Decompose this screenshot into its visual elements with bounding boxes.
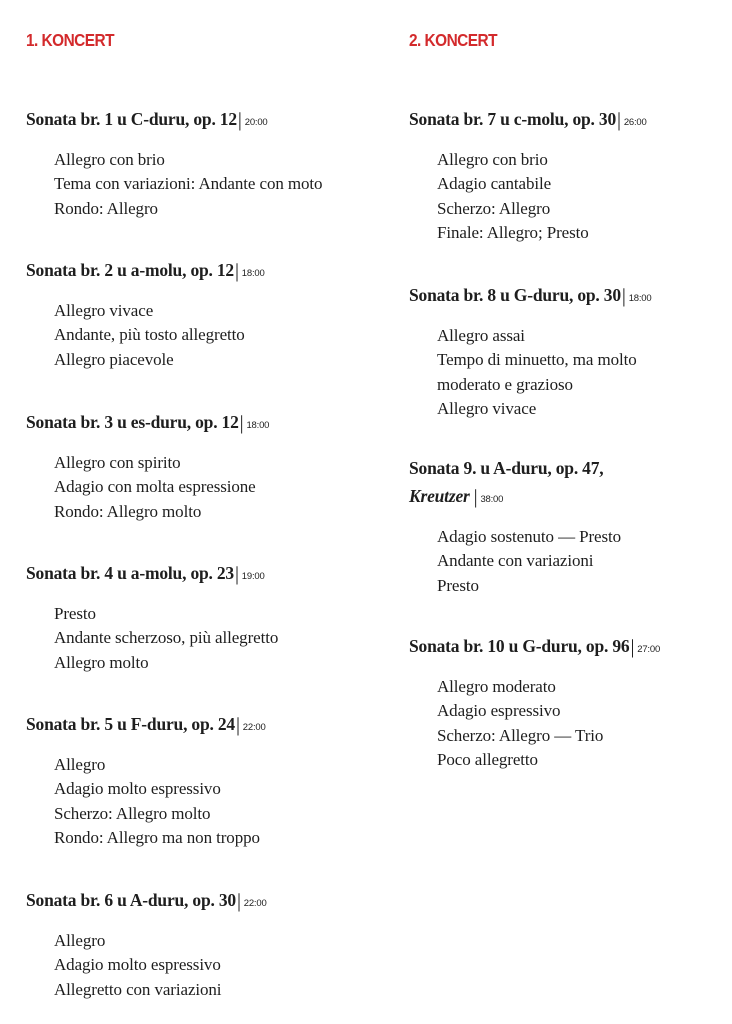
separator-bar: | [236,890,241,912]
duration-label: 18:00 [241,268,265,279]
concert-1-heading: 1. KONCERT [26,30,114,50]
movement-item: Poco allegretto [437,749,538,769]
duration-label: 38:00 [480,494,504,505]
movement-item: Andante con variazioni [437,551,594,571]
movement-item: Presto [437,575,479,595]
movement-list [26,148,371,221]
separator-bar: | [237,109,242,131]
movement-list [409,324,687,421]
movement-item: Adagio espressivo [437,701,561,721]
movement-item: Rondo: Allegro ma non troppo [54,827,260,847]
duration-label: 18:00 [246,420,270,431]
movement-list [26,451,371,524]
movement-item: Allegro piacevole [54,349,174,369]
movement-list [26,602,371,675]
sonata-subtitle: Kreutzer [409,486,470,506]
movement-item: Allegretto con variazioni [54,979,222,999]
separator-bar: | [621,285,626,307]
sonata-title-text: Sonata br. 2 u a-molu, op. 12 [26,260,234,280]
movement-item: Andante, più tosto allegretto [54,325,245,345]
sonata-7 [409,107,724,245]
duration-label: 20:00 [244,117,268,128]
sonata-title-text: Sonata br. 4 u a-molu, op. 23 [26,563,234,583]
movement-list [26,299,371,372]
duration-label: 22:00 [242,722,266,733]
separator-bar: | [630,636,635,658]
movement-item: Presto [54,604,96,623]
sonata-9-subtitle-line [409,484,724,512]
sonata-6 [26,888,371,1002]
movement-item: Allegro vivace [54,301,154,320]
sonata-8 [409,283,724,421]
movement-list [26,753,371,850]
sonata-title-text: Sonata br. 6 u A-duru, op. 30 [26,890,236,910]
movement-item: Adagio sostenuto — Presto [437,527,622,546]
sonata-title-text: Sonata br. 5 u F-duru, op. 24 [26,714,235,734]
movement-item: Tema con variazioni: Andante con moto [54,174,323,194]
movement-item: Allegro moderato [437,677,556,696]
sonata-4 [26,561,371,675]
movement-item: Rondo: Allegro [54,198,158,218]
movement-item: Adagio con molta espressione [54,477,256,497]
separator-bar: | [473,486,478,508]
sonata-title-text: Sonata 9. u A-duru, op. 47, [409,458,604,478]
sonata-4-title [26,561,371,589]
movement-item: Allegro assai [437,326,525,345]
movement-item: Andante scherzoso, più allegretto [54,628,279,648]
sonata-title-text: Sonata br. 7 u c-molu, op. 30 [409,109,616,129]
sonata-10-title [409,634,724,662]
movement-item: Allegro con spirito [54,453,181,472]
concert-2-heading: 2. KONCERT [409,30,497,50]
movement-list [409,675,724,772]
duration-label: 19:00 [241,571,265,582]
movement-item: Adagio molto espressivo [54,779,221,799]
separator-bar: | [234,563,239,585]
sonata-5 [26,712,371,850]
sonata-title-text: Sonata br. 3 u es-duru, op. 12 [26,412,239,432]
movement-item: Adagio molto espressivo [54,955,221,975]
movement-item: Allegro molto [54,652,149,672]
movement-item: Allegro con brio [437,150,548,169]
separator-bar: | [234,260,239,282]
movement-item: Rondo: Allegro molto [54,501,202,521]
movement-item: Scherzo: Allegro molto [54,803,211,823]
sonata-6-title [26,888,371,916]
sonata-9 [409,456,724,598]
sonata-1 [26,107,371,221]
sonata-3 [26,410,371,524]
separator-bar: | [235,714,240,736]
sonata-2-title [26,258,371,286]
sonata-8-title [409,283,724,311]
sonata-1-title [26,107,371,135]
duration-label: 18:00 [628,293,652,304]
movement-item: Finale: Allegro; Presto [437,222,589,242]
sonata-5-title [26,712,371,740]
duration-label: 26:00 [623,117,647,128]
movement-item: Adagio cantabile [437,174,552,194]
movement-item: Scherzo: Allegro — Trio [437,725,604,745]
separator-bar: | [239,412,244,434]
sonata-title-text: Sonata br. 1 u C-duru, op. 12 [26,109,237,129]
sonata-title-text: Sonata br. 10 u G-duru, op. 96 [409,636,630,656]
movement-item: Allegro vivace [437,398,537,418]
movement-list [409,525,724,598]
sonata-2 [26,258,371,372]
movement-item: Tempo di minuetto, ma molto moderato e grazioso [437,350,637,394]
separator-bar: | [617,109,621,131]
sonata-9-title [409,456,724,480]
sonata-7-title [409,107,724,135]
movement-list [409,148,724,245]
sonata-title-text: Sonata br. 8 u G-duru, op. 30 [409,285,621,305]
sonata-10 [409,634,724,772]
sonata-3-title [26,410,371,438]
movement-item: Scherzo: Allegro [437,198,551,218]
movement-item: Allegro con brio [54,150,165,169]
movement-item: Allegro [54,931,106,950]
movement-list [26,929,371,1002]
movement-item: Allegro [54,755,106,774]
duration-label: 27:00 [637,644,661,655]
duration-label: 22:00 [243,898,267,909]
